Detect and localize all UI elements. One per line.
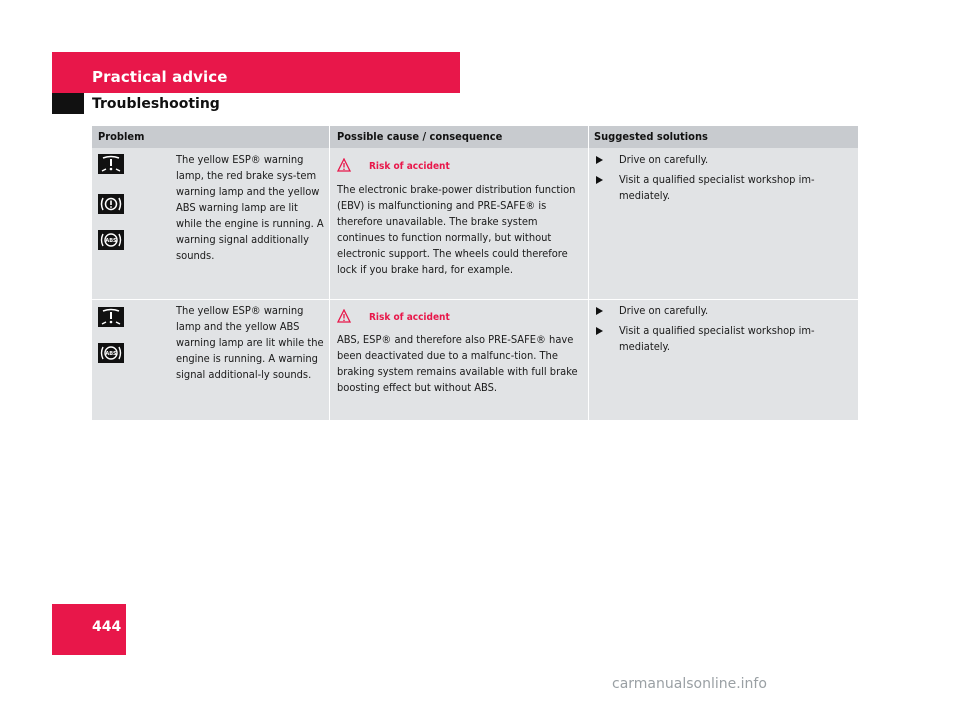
arrow-bullet-icon [596,327,603,335]
esp-warning-icon [98,154,124,174]
column-divider [588,126,589,420]
subsection-title: Troubleshooting [92,96,220,112]
row-divider [92,299,858,300]
abs-warning-icon [98,343,124,363]
page-number: 444 [92,619,122,635]
esp-warning-icon [98,307,124,327]
abs-warning-icon [98,230,124,250]
column-header-problem: Problem [98,130,145,143]
svg-text:ABS: ABS [105,351,117,357]
svg-text:ABS: ABS [105,238,117,244]
column-divider [329,126,330,420]
problem-text: The yellow ESP® warning lamp, the red brake sys-tem warning lamp and the yellow ABS warning lamp are lit while the engine is running. A warning signal additionally sounds. [176,153,324,262]
warning-triangle-icon [337,309,351,323]
troubleshooting-table: Problem Possible cause / consequence Suggested solutions ABS The yellow ESP® warning lamp, the red brake sys-tem warning lamp and the yellow ABS warning lamp are lit while the engine is running. A warning signal additionally sounds. Risk of accident The electronic brake-power distribution function (EBV) is malfunctioning and PRE-SAFE® is therefore unavailable. The brake system continues to function normally, but without electronic support. The wheels could therefore lock if you brake hard, for example. Drive on carefully. Visit a qualified specialist workshop im-mediately. ABS The yellow ESP® warning lamp and the yellow ABS warning lamp are lit while the engine is running. A warning signal additional-ly sounds. Risk of accident ABS, ESP® and therefore also PRE-SAFE® have been deactivated due to a malfunc-tion. The braking system remains available with full brake boosting effect but without ABS. Drive on carefully. Visit a qualified specialist workshop im-mediately. [92,126,858,420]
brake-warning-icon [98,194,124,214]
table-header [92,126,858,148]
warning-triangle-icon [337,158,351,172]
problem-text: The yellow ESP® warning lamp and the yellow ABS warning lamp are lit while the engine is running. A warning signal additional-ly sounds. [176,304,324,381]
section-title: Practical advice [92,68,228,86]
cause-text: The electronic brake-power distribution function (EBV) is malfunctioning and PRE-SAFE® is therefore unavailable. The brake system continues to function normally, but without electronic support. The wheels could therefore lock if you brake hard, for example. [337,183,576,276]
arrow-bullet-icon [596,307,603,315]
watermark: carmanualsonline.info [612,676,767,692]
subsection-marker [52,93,84,114]
risk-label: Risk of accident [369,161,450,172]
column-header-cause: Possible cause / consequence [337,130,503,143]
arrow-bullet-icon [596,156,603,164]
column-header-solutions: Suggested solutions [594,130,708,143]
arrow-bullet-icon [596,176,603,184]
cause-text: ABS, ESP® and therefore also PRE-SAFE® have been deactivated due to a malfunc-tion. The braking system remains available with full brake boosting effect but without ABS. [337,333,578,394]
risk-label: Risk of accident [369,312,450,323]
